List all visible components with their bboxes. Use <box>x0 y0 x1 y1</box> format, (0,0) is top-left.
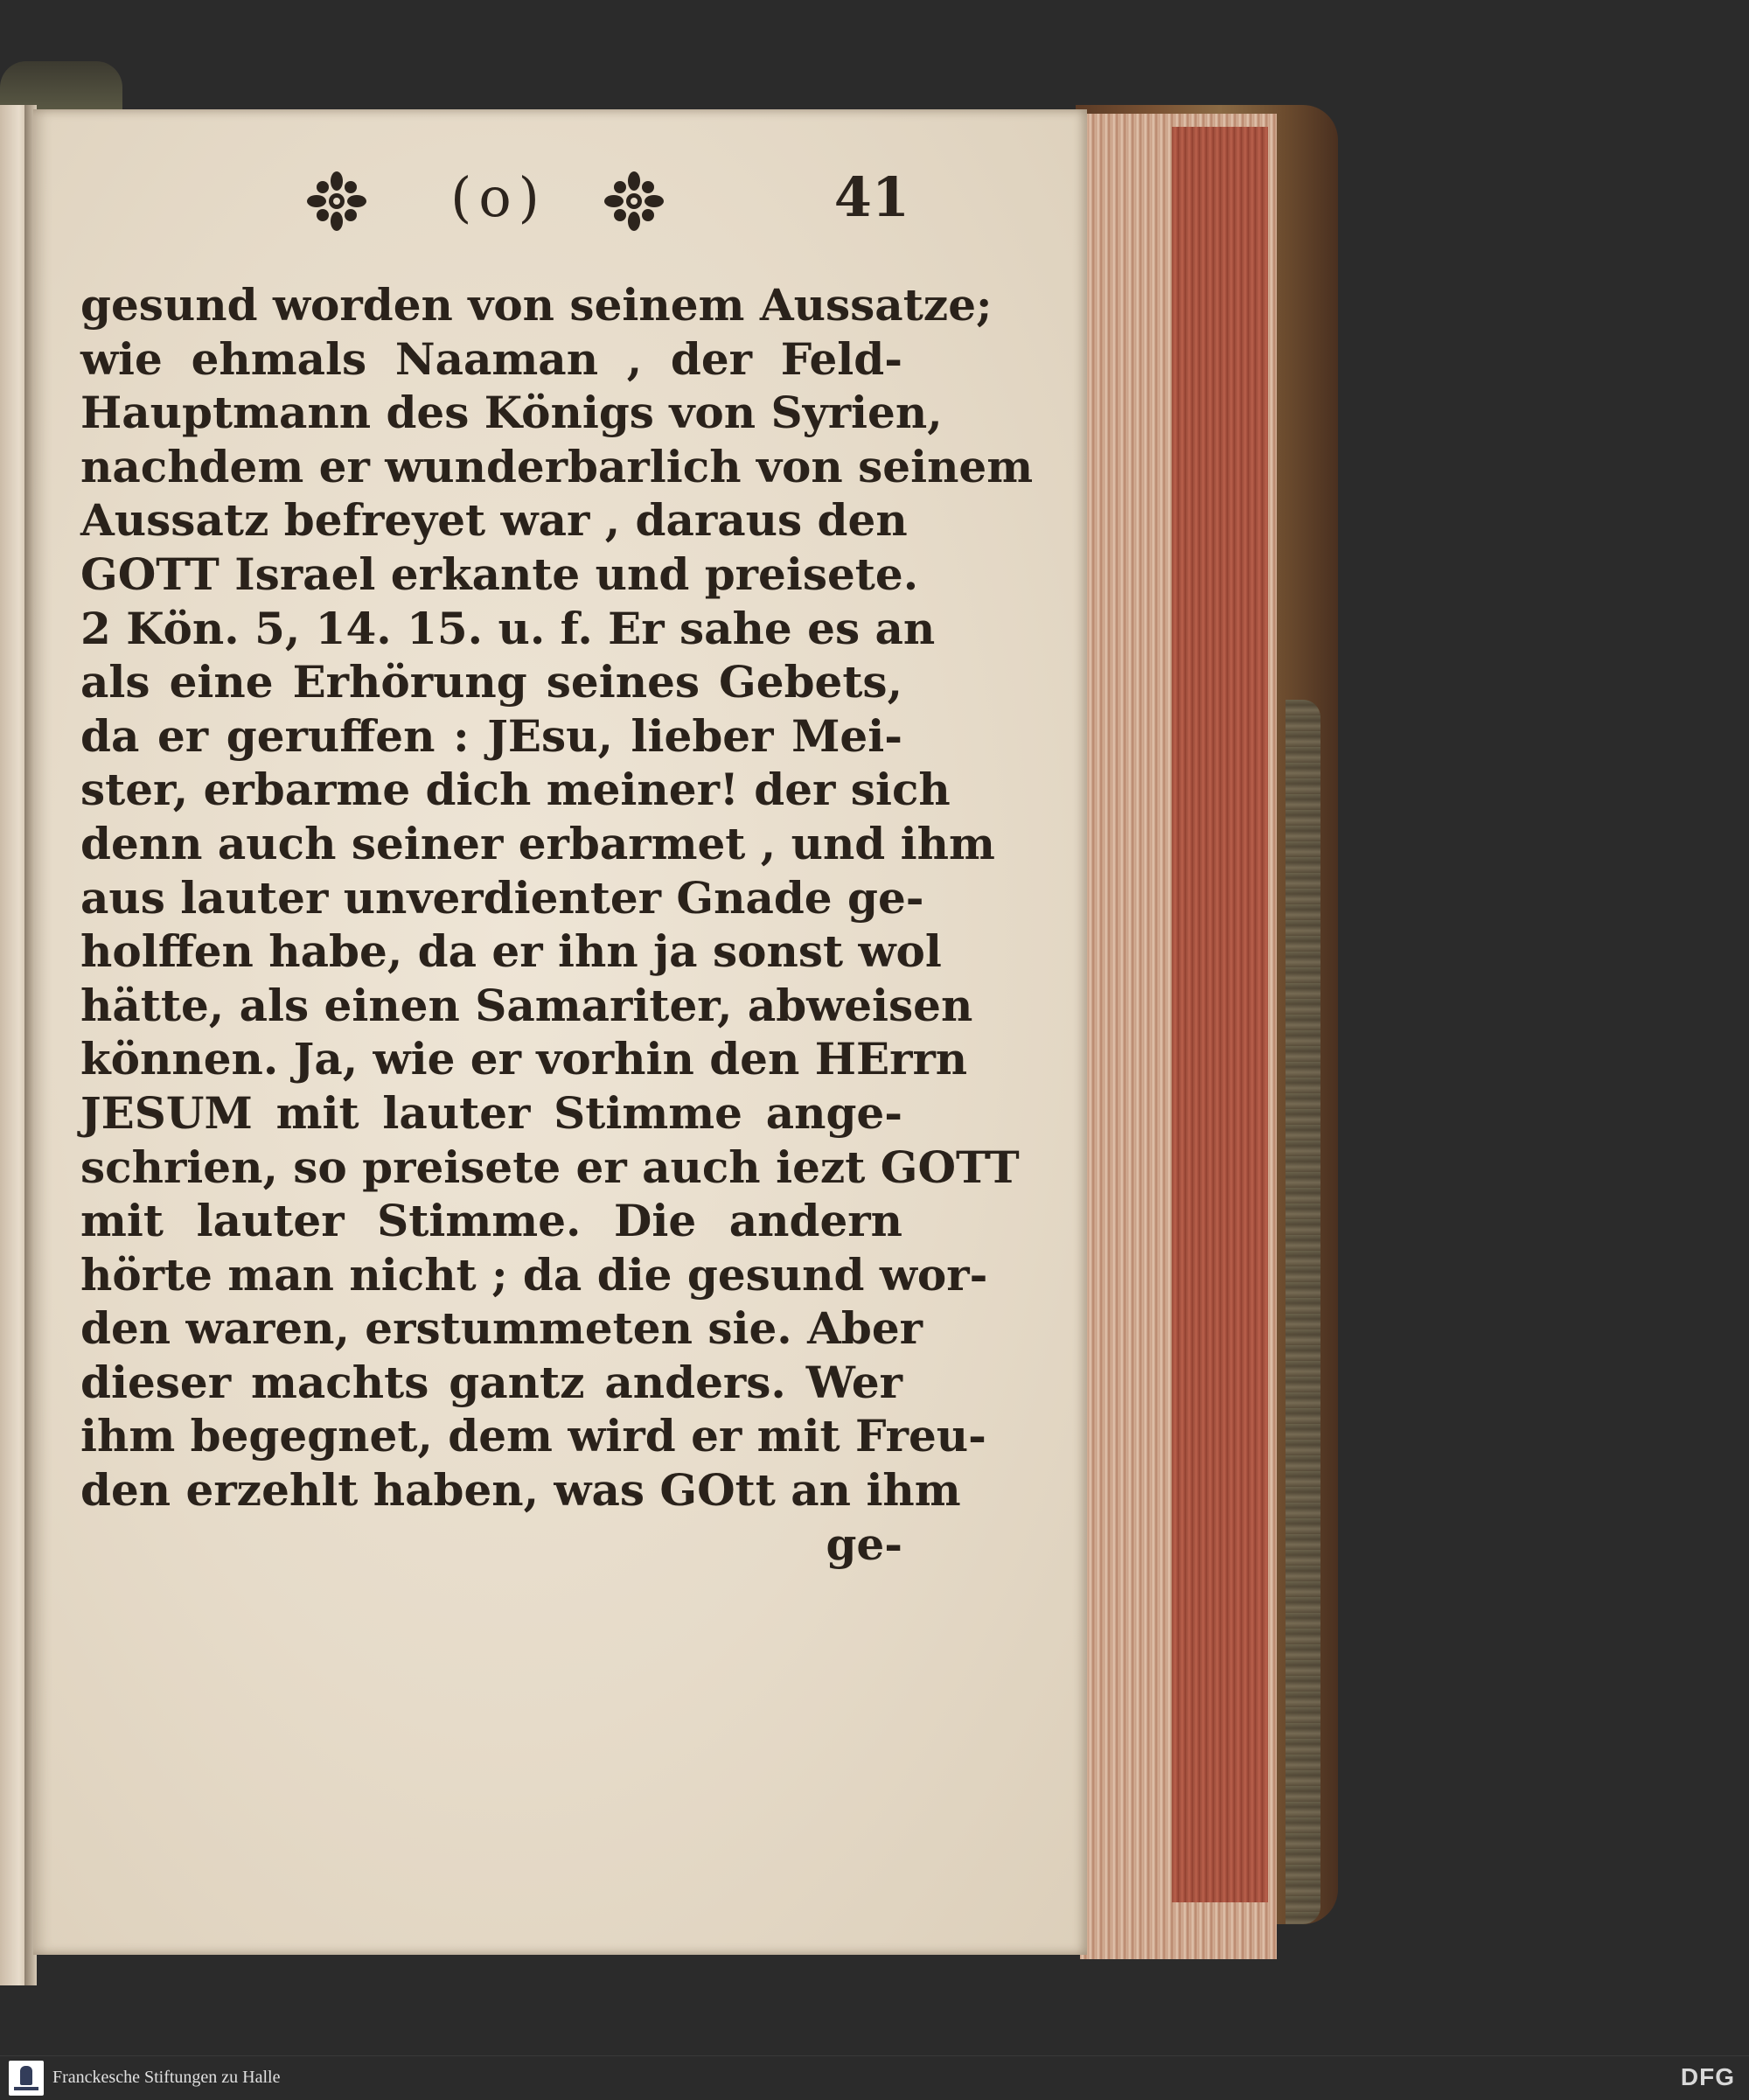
viewer-footer <box>0 2055 1749 2100</box>
text-line: wie ehmals Naaman , der Feld- <box>80 332 902 385</box>
text-line: JESUM mit lauter Stimme ange- <box>80 1086 902 1139</box>
institution-logo-icon <box>9 2061 44 2096</box>
rosette-ornament-icon <box>603 171 665 232</box>
text-line: gesund worden von seinem Aussatze; <box>80 279 993 331</box>
text-line: denn auch seiner erbarmet , und ihm <box>80 817 995 869</box>
text-line: 2 Kön. 5, 14. 15. u. f. Er sahe es an <box>80 602 936 654</box>
cover-marbled-strip <box>1286 700 1320 1924</box>
text-line: Aussatz befreyet war , daraus den <box>80 494 908 547</box>
text-line: den waren, erstummeten sie. Aber <box>80 1302 923 1355</box>
page-mark: (o) <box>450 165 547 229</box>
text-line: holffen habe, da er ihn ja sonst wol <box>80 925 942 978</box>
text-line: nachdem er wunderbarlich von seinem <box>80 440 1034 492</box>
text-line: hörte man nicht ; da die gesund wor- <box>80 1248 988 1301</box>
text-line: als eine Erhörung seines Gebets, <box>80 656 902 708</box>
text-line: Hauptmann des Königs von Syrien, <box>80 387 943 439</box>
page-number: 41 <box>833 165 909 229</box>
institution-name: Franckesche Stiftungen zu Halle <box>52 2068 281 2087</box>
text-line: GOTT Israel erkante und preisete. <box>80 548 919 600</box>
red-page-edge <box>1172 127 1268 1902</box>
text-line: da er geruffen : JEsu, lieber Mei- <box>80 709 902 762</box>
rosette-ornament-icon <box>306 171 367 232</box>
page-header <box>297 165 909 241</box>
text-line: ster, erbarme dich meiner! der sich <box>80 764 951 816</box>
text-line: dieser machts gantz anders. Wer <box>80 1356 902 1408</box>
text-line: hätte, als einen Samariter, abweisen <box>80 979 973 1031</box>
body-text <box>80 278 1034 1571</box>
text-line: mit lauter Stimme. Die andern <box>80 1195 902 1247</box>
text-line: aus lauter unverdienter Gnade ge- <box>80 871 924 924</box>
text-line: den erzehlt haben, was GOtt an ihm <box>80 1464 961 1517</box>
text-line: ihm begegnet, dem wird er mit Freu- <box>80 1410 986 1462</box>
text-line: schrien, so preisete er auch iezt GOTT <box>80 1141 1020 1193</box>
dfg-logo: DFG <box>1680 2063 1735 2090</box>
catchword: ge- <box>826 1517 902 1570</box>
text-line: können. Ja, wie er vorhin den HErrn <box>80 1033 968 1085</box>
